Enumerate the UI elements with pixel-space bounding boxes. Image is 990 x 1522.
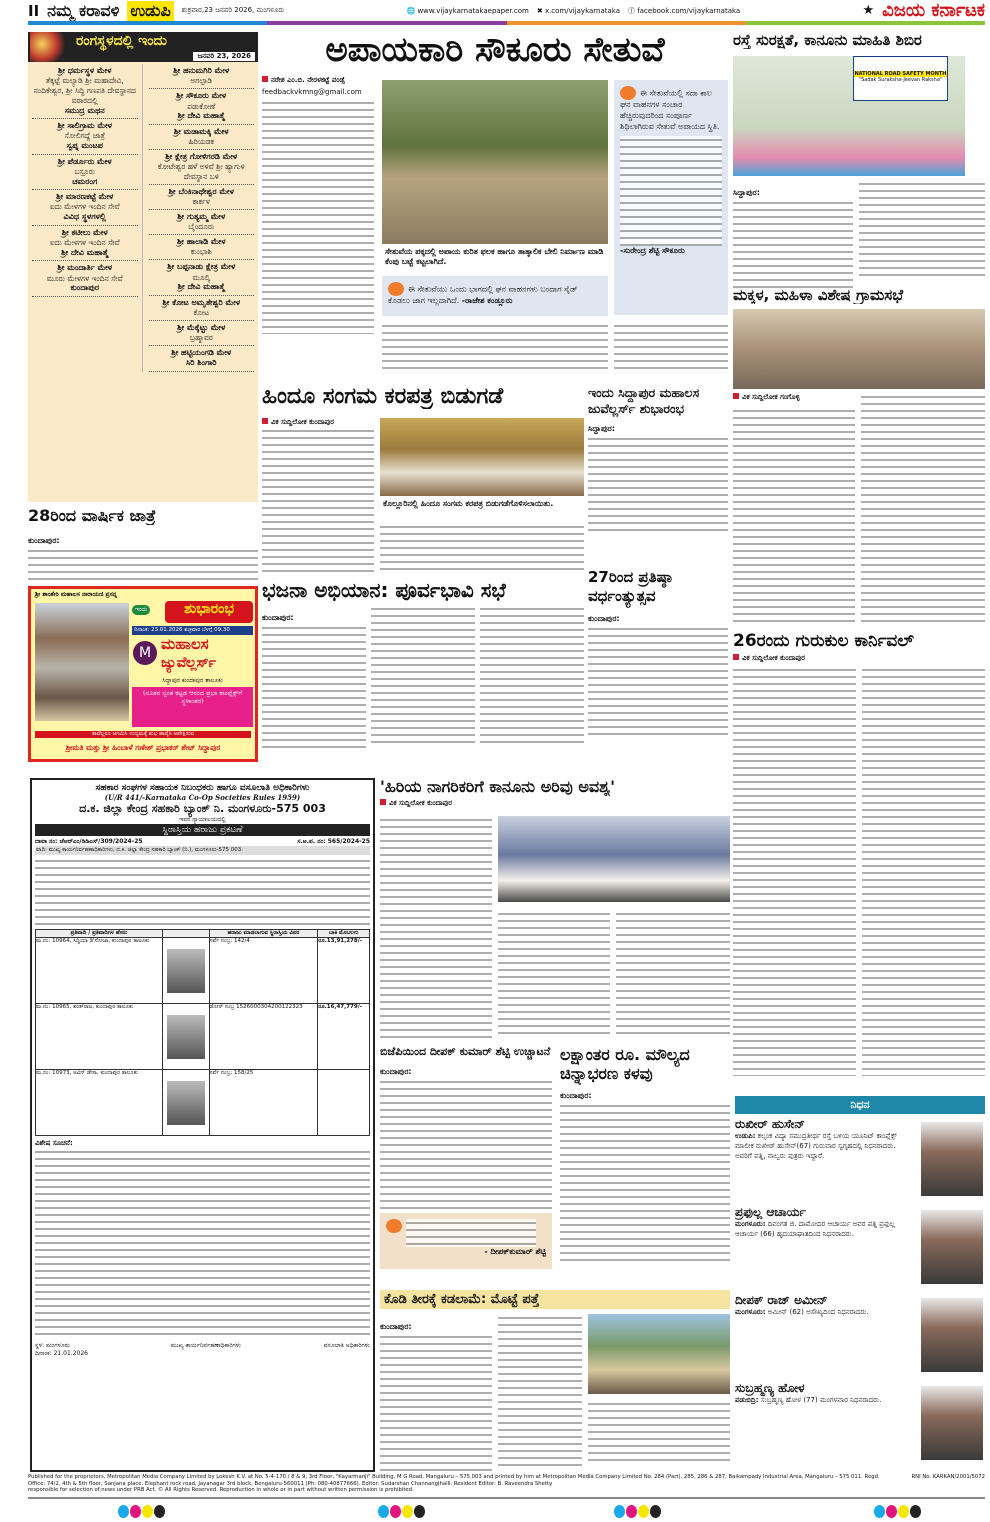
article-body bbox=[380, 523, 584, 573]
article-bjp: ಬಿಜೆಪಿಯಿಂದ ದೀಪಕ್ ಕುಮಾರ್ ಶೆಟ್ಟಿ ಉಚ್ಚಾಟನೆ ಕುಂದಾಪುರ: - ದೀಪಕ್‌ಕುಮಾರ್ ಶೆಟ್ಟಿ bbox=[380, 1045, 552, 1285]
deceased-name: ಸುಬ್ರಹ್ಮಣ್ಯ ಹೋಳ bbox=[735, 1381, 805, 1395]
article-body bbox=[588, 625, 728, 740]
ad-shop-name-2: ಜ್ಯುವೆಲ್ಲರ್ಸ್ bbox=[161, 654, 216, 671]
hindu-photo bbox=[380, 418, 584, 496]
article-body bbox=[498, 1314, 582, 1466]
rights: responsible for selection of news under PRB Act. © All Rights Reserved. Reproduction in whole or in part without written permission is prohibited. bbox=[28, 1487, 414, 1494]
mela-entry: ಶ್ರೀ ಗುತ್ಯಮ್ಮ ಮೇಳ ಬೈಂದೂರು bbox=[149, 210, 255, 235]
footer bbox=[28, 1474, 985, 1499]
article-gramasabhe: ಮಕ್ಕಳ, ಮಹಿಳಾ ವಿಶೇಷ ಗ್ರಾಮಸಭೆ ವಿಕ ಸುದ್ದಿಲೋಕ ಗಂಗೊಳ್ಳಿ bbox=[733, 287, 985, 627]
mela-entry: ಶ್ರೀ ಹಾಲಾಡಿ ಮೇಳ ಕುಂಭಾಶಿ bbox=[149, 235, 255, 260]
website-link[interactable]: 🌐 www.vijaykarnatakaepaper.com bbox=[406, 6, 529, 15]
headline: ರಸ್ತೆ ಸುರಕ್ಷತೆ, ಕಾನೂನು ಮಾಹಿತಿ ಶಿಬಿರ bbox=[733, 32, 922, 49]
article-body bbox=[262, 427, 374, 572]
table-header: ಹರಾಜು ಮಾಡಲಾಗುವ ಸ್ಥಿರಾಸ್ತಿಯ ವಿವರ bbox=[209, 930, 318, 938]
article-theft: ಲಕ್ಷಾಂತರ ರೂ. ಮೌಲ್ಯದ ಚಿನ್ನಾಭರಣ ಕಳವು ಕುಂದಾಪುರ: bbox=[560, 1045, 730, 1285]
article-body bbox=[588, 1400, 730, 1466]
registration-mark bbox=[378, 1503, 426, 1522]
brand-logo: ವಿಜಯ ಕರ್ನಾಟಕ bbox=[882, 0, 985, 21]
article-body bbox=[614, 322, 728, 374]
article-main bbox=[262, 32, 728, 377]
speech-icon bbox=[620, 86, 636, 100]
mela-entry: ಶ್ರೀ ಮಂದಾರ್ತಿ ಮೇಳ ಮೂರು ಮೇಳಗಳ ಇಂದಿನ ಸೇವೆ ಕುಂದಾಪುರ bbox=[32, 261, 138, 297]
ad-logo: M bbox=[133, 641, 157, 665]
article-body bbox=[862, 666, 985, 1076]
shop-photo bbox=[35, 603, 129, 721]
mela-entry: ಶ್ರೀ ಹನುಮಗಿರಿ ಮೇಳ ಅಗಲ್ಪಾಡಿ bbox=[149, 64, 255, 89]
notice-court: ಇವರ ನ್ಯಾಯಾಲಯದಲ್ಲಿ bbox=[179, 816, 226, 823]
mela-entry: ಶ್ರೀ ಕ್ಷೇತ್ರ ಗೋಳಿಗರಡಿ ಮೇಳ ಕೋಟೇಶ್ವರ ಹಳೆ ಅಳಿವೆ ಶ್ರೀ ಹ್ಯಾಗುಳಿ ದೇವಸ್ಥಾನ ಬಳಿ bbox=[149, 150, 255, 185]
article-body bbox=[588, 435, 728, 535]
headline: ಭಜನಾ ಅಭಿಯಾನ: ಪೂರ್ವಭಾವಿ ಸಭೆ bbox=[262, 579, 506, 601]
rangasthala-title: ರಂಗಸ್ಥಳದಲ್ಲಿ ಇಂದು bbox=[76, 33, 167, 49]
defendant-photo bbox=[167, 1015, 205, 1059]
rangasthala-header bbox=[28, 32, 258, 62]
photo-caption: ಕೊಲ್ಲೂರಿನಲ್ಲಿ ಹಿಂದೂ ಸಂಗಮ ಕರಪತ್ರ ಬಿಡುಗಡೆಗೊಳಿಸಲಾಯಿತು. bbox=[380, 497, 584, 511]
ad-note: (ನೂತನ ಸ್ವಂತ ಕಟ್ಟಡ ಆನಂದ ಪ್ರಭಾ ಕಾಂಪ್ಲೆಕ್ಸ್‌ಗೆ ಸ್ಥಳಾಂತರ) bbox=[132, 687, 253, 727]
article-body bbox=[262, 99, 374, 334]
headline: ಹಿಂದೂ ಸಂಗಮ ಕರಪತ್ರ ಬಿಡುಗಡೆ bbox=[262, 385, 504, 409]
photo-caption: ಸೇತುವೆಯ ಪಕ್ಕದಲ್ಲಿ ಅಪಾಯ ಕುರಿತ ಫಲಕ ಹಾಗೂ ತಾತ್ಕಾಲಿಕ ಬೇಲಿ ನಿರ್ಮಾಣ ಮಾಡಿ ಕೆಂಪು ಬಟ್ಟೆ ಕಟ್ಟಲಾಗಿದೆ. bbox=[382, 245, 608, 268]
mela-entry: ಶ್ರೀ ಧರ್ಮಸ್ಥಳ ಮೇಳ ತೆಕ್ಕಟ್ಟೆ ಮಲ್ಯಾಡಿ ಶ್ರೀ ಮಹಾದೇವಿ, ನಂದಿಕೇಶ್ವರ, ಶ್ರೀ ಸಿದ್ಧಿ ಗಣಪತಿ ದೇವಸ್ಥಾನದ ವಠಾರದಲ್ಲಿ ಸಮುದ್ರ ಮಥನ bbox=[32, 64, 138, 119]
headline: ಲಕ್ಷಾಂತರ ರೂ. ಮೌಲ್ಯದ ಚಿನ್ನಾಭರಣ ಕಳವು bbox=[560, 1045, 690, 1084]
ad-title: ಶುಭಾರಂಭ bbox=[165, 601, 253, 623]
notice-bank: ದ.ಕ. ಜಿಲ್ಲಾ ಕೇಂದ್ರ ಸಹಕಾರಿ ಬ್ಯಾಂಕ್ ನಿ. ಮಂಗಳೂರು-575 003 bbox=[79, 802, 326, 815]
star-icon: ★ bbox=[862, 3, 875, 18]
rangasthala-date: ಜನವರಿ 23, 2026 bbox=[193, 52, 255, 61]
article-body bbox=[616, 910, 730, 1038]
table-row: ಮ.ನಂ: 10964, ಸಿದ್ಧಿಯಾ ಡಿ'ಸೋಜಾ, ಕುಂದಾಪುರ ತಾಲೂಕು ಸರ್ವೆ ನಂಬ್ರ: 142/4 ರೂ.13,91,278/- bbox=[36, 938, 370, 1004]
ad-shop-name-1: ಮಹಾಲಸ bbox=[161, 634, 209, 653]
headline: 26ರಂದು ಗುರುಕುಲ ಕಾರ್ನಿವಲ್ bbox=[733, 632, 914, 651]
headline: 27ರಿಂದ ಪ್ರತಿಷ್ಠಾ ವರ್ಧಂತ್ಯುತ್ಸವ bbox=[588, 568, 673, 605]
obituary-item: ರುಖೀರ್ ಹುಸೇನ್ ಉಡುಪಿ: ಕಲ್ಸಂಕ ವಿದ್ಯಾ ಸಮುದ್ರತೀರ್ಥ ರಸ್ತೆ ಬಳಿಯ ಯೂನಿಟ್ ಕಾಂಪ್ಲೆಕ್ಸ್ ಮಾಲೀಕ ರುಖೀರ್ ಹುಸೇನ್(67) ಗುರುವಾರ ಸ್ವಗೃಹದಲ್ಲಿ ನಿಧನರಾದರು. ಅವರಿಗೆ ಪತ್ನಿ, ನಾಲ್ವರು ಪುತ್ರರು ಇದ್ದಾರೆ. bbox=[735, 1114, 985, 1202]
mela-entry: ಶ್ರೀ ಮಡಾಮಕ್ಕಿ ಮೇಳ ಹಿರಿಯಡಕ bbox=[149, 125, 255, 150]
mela-entry: ಶ್ರೀ ಬೆಂಕಿನಾಥೇಶ್ವರ ಮೇಳ ಕಾರ್ಕಳ bbox=[149, 185, 255, 210]
imprint: Published for the proprietors, Metropolitan Media Company Limited by Lokesh K.V. at No. 5-4-170 / 8 & 9, 3rd Floor, "Kayarmanji" Building, M G Road, Mangaluru – 575 003 and printed by him at Metropolitan Media Company Limited No. 284 (Part), 285, 286 & 287, Baikampady Industrial Area, Mangaluru – 575 011. Regd. Office: 74/2, 4th & 5th floor, Sanjana place, Elephant rock road, Jayanagar 3rd block, Bengaluru-560011 (Ph: 080-40877666). Editor: Sudarshan Channangihalli. Resident Editor: B. Raveendra Shetty bbox=[28, 1474, 880, 1487]
obituary-item: ಪ್ರಫುಲ್ಲ ಆಚಾರ್ಯ ಮಂಗಳೂರು: ದಿವಂಗತ ಜಿ. ದಾಮೋದರ ಆಚಾರ್ಯ ಅವರ ಪತ್ನಿ ಪ್ರಫುಲ್ಲ ಆಚಾರ್ಯ (66) ಹೃದಯಾಘಾತದಿಂದ ನಿಧನರಾದರು. bbox=[735, 1202, 985, 1290]
article-body bbox=[733, 407, 855, 627]
mela-entry: ಶ್ರೀ ಕೋಟ ಅಮೃತೇಶ್ವರಿ ಮೇಳ ಕೋಟ bbox=[149, 296, 255, 321]
page-number: II bbox=[28, 1, 40, 20]
left-column bbox=[28, 32, 258, 772]
headline: ಕೊಡಿ ತೀರಕ್ಕೆ ಕಡಲಾಮೆ: ಮೊಟ್ಟೆ ಪತ್ತೆ bbox=[380, 1290, 730, 1309]
x-link[interactable]: ✖ x.com/vijaykarnataka bbox=[536, 6, 621, 15]
mela-entry: ಶ್ರೀ ಬಪ್ಪನಾಡು ಕ್ಷೇತ್ರ ಮೇಳ ಮೂಲ್ಕಿ ಶ್ರೀ ದೇವಿ ಮಹಾತ್ಮೆ bbox=[149, 260, 255, 296]
mela-entry: ಶ್ರೀ ಕಟೀಲು ಮೇಳ ಐದು ಮೇಳಗಳ ಇಂದಿನ ಸೇವೆ ಶ್ರೀ ದೇವಿ ಮಹಾತ್ಮೆ bbox=[32, 226, 138, 262]
bridge-photo bbox=[382, 80, 608, 244]
deceased-name: ದೀಪಕ್ ರಾಜ್ ಅಮೀನ್ bbox=[735, 1293, 828, 1307]
mela-entry: ಶ್ರೀ ಸಾಲಿಗ್ರಾಮ ಮೇಳ ಸೋಲಿಗದ್ದೆ ಜಾತ್ರೆ ಸ್ವಪ್ನ ಮಂಟಪ bbox=[32, 119, 138, 155]
auction-notice: ಸಹಕಾರ ಸಂಘಗಳ ಸಹಾಯಕ ನಿಬಂಧಕರು ಹಾಗೂ ವಸೂಲಾತಿ ಅಧಿಕಾರಿಗಳು (U/R 441/-Karnataka Co-Op Societies Rules 1959) ದ.ಕ. ಜಿಲ್ಲಾ ಕೇಂದ್ರ ಸಹಕಾರಿ ಬ್ಯಾಂಕ್ ನಿ. ಮಂಗಳೂರು-575 003 ಇವರ ನ್ಯಾಯಾಲಯದಲ್ಲಿ ಸ್ಥಿರಾಸ್ತಿಯ ಹರಾಜು ಪ್ರಕಟಣೆ ದಾವಾ ನಂ: ಜೆಆರ್‌ಎಂ/ಡಿಡಿಎಸ್/309/2024-25 ಸ.ಅ.ಪ. ನಂ: 565/2024-25 ವಾದಿ: ಮುಖ್ಯ ಕಾರ್ಯನಿರ್ವಹಣಾಧಿಕಾರಿಗಳು, ದ.ಕ. ಜಿಲ್ಲಾ ಕೇಂದ್ರ ಸಹಕಾರಿ ಬ್ಯಾಂಕ್ (ನಿ.), ಮಂಗಳೂರು-575 003. ಪ್ರತಿವಾದಿ / ಪ್ರತಿವಾದಿಗಳ ಹೆಸರು ಹರಾಜು ಮಾಡಲಾಗುವ ಸ್ಥಿರಾಸ್ತಿಯ ವಿವರ ಬಾಕಿ ಮೊಬಲಗು ಮ.ನಂ: 10964, ಸಿದ್ಧಿಯಾ ಡಿ'ಸೋಜಾ, ಕುಂದಾಪುರ ತಾಲೂಕು ಸರ್ವೆ ನಂಬ್ರ: 142/4 ರೂ.13,91,278/- ಮ.ನಂ: 10965, ಶರತ್‌ರಾಜ, ಕುಂದಾಪುರ ತಾಲೂಕು ಡೋರ್ ನಂಬ್ರ 1526000304200122323 ರೂ.16,47,779/- ಮ.ನಂ: 10973, ಅವಿನ್ ಡೇಸಾ, ಕುಂದಾಪುರ ತಾಲೂಕು ಸರ್ವೆ ನಂಬ್ರ: 158/25 ವಿಶೇಷ ಸೂಚನೆ: ಸ್ಥಳ: ಮಂಗಳೂರು ದಿನಾಂಕ: 21.01.2026 ಮುಖ್ಯ ಕಾರ್ಯನಿರ್ವಹಣಾಧಿಕಾರಿಗಳು ವಸೂಲಾತಿ ಅಧಿಕಾರಿಗಳು bbox=[30, 778, 375, 1472]
ad-today-badge: ಇಂದು bbox=[132, 605, 150, 615]
rangasthala-box bbox=[28, 32, 258, 502]
registration-marks bbox=[0, 1503, 990, 1517]
speech-icon bbox=[386, 1219, 402, 1233]
mela-list-right bbox=[149, 64, 255, 372]
safety-banner: NATIONAL ROAD SAFETY MONTH "Sadak Suraksha-Jeevan Raksha" bbox=[853, 56, 948, 101]
article-bhajana: ಭಜನಾ ಅಭಿಯಾನ: ಪೂರ್ವಭಾವಿ ಸಭೆ ಕುಂದಾಪುರ: bbox=[262, 579, 584, 749]
article-carnival: 26ರಂದು ಗುರುಕುಲ ಕಾರ್ನಿವಲ್ ವಿಕ ಸುದ್ದಿಲೋಕ ಕುಂದಾಪುರ bbox=[733, 632, 985, 1087]
quote-box: - ದೀಪಕ್‌ಕುಮಾರ್ ಶೆಟ್ಟಿ bbox=[380, 1213, 552, 1269]
notice-conditions bbox=[35, 1148, 370, 1338]
mela-list-left bbox=[32, 64, 143, 372]
section-highlight: ಉಡುಪಿ bbox=[127, 1, 173, 21]
article-body: ಕುಂದಾಪುರ: bbox=[28, 528, 258, 581]
conditions-title: ವಿಶೇಷ ಸೂಚನೆ: bbox=[35, 1139, 73, 1147]
defendant-photo bbox=[167, 1081, 205, 1125]
ad-location: ಸಿದ್ದಾಪುರ ಕುಂದಾಪುರ ತಾಲೂಕು bbox=[162, 676, 223, 684]
registration-mark bbox=[118, 1503, 166, 1522]
article-body bbox=[560, 1102, 730, 1262]
obituary-item: ದೀಪಕ್ ರಾಜ್ ಅಮೀನ್ ಮಂಗಳೂರು: ಅಮೀನ್ (62) ಅಸೌಖ್ಯದಿಂದ ನಿಧನರಾದರು. bbox=[735, 1290, 985, 1378]
headline: ಇಂದು ಸಿದ್ದಾಪುರ ಮಹಾಲಸ ಜುವೆಲ್ಲರ್ಸ್ ಶುಭಾರಂಭ bbox=[588, 385, 700, 416]
article-body bbox=[498, 910, 610, 1038]
mela-entry: ಶ್ರೀ ಹಟ್ಟಿಯಂಗಡಿ ಮೇಳ ಸಿರಿ ಶಿಂಗಾರಿ bbox=[149, 346, 255, 372]
article-body bbox=[380, 1333, 492, 1473]
facebook-link[interactable]: ⓕ facebook.com/vijaykarnataka bbox=[628, 6, 741, 15]
article-body bbox=[380, 1078, 552, 1213]
notice-body bbox=[35, 857, 370, 927]
gramasabhe-photo bbox=[733, 309, 985, 389]
mela-entry: ಶ್ರೀ ಸೌಕೂರು ಮೇಳ ಪಡುಕೋಣೆ ಶ್ರೀ ದೇವಿ ಮಹಾತ್ಮೆ bbox=[149, 89, 255, 125]
article-vardhanti: 27ರಿಂದ ಪ್ರತಿಷ್ಠಾ ವರ್ಧಂತ್ಯುತ್ಸವ ಕುಂದಾಪುರ: bbox=[588, 568, 728, 751]
jewellers-ad[interactable] bbox=[28, 586, 258, 762]
obituary-section bbox=[735, 1096, 985, 1474]
article-body bbox=[382, 322, 608, 374]
obituary-title: ನಿಧನ bbox=[735, 1096, 985, 1114]
article-body bbox=[380, 816, 492, 1038]
article-body bbox=[371, 605, 475, 745]
deceased-photo bbox=[921, 1386, 983, 1460]
registration-mark bbox=[614, 1503, 662, 1522]
speech-icon bbox=[388, 282, 404, 296]
deceased-name: ಪ್ರಫುಲ್ಲ ಆಚಾರ್ಯ bbox=[735, 1205, 806, 1219]
defendant-photo bbox=[167, 949, 205, 993]
registration-mark bbox=[874, 1503, 922, 1522]
notice-authority: ಸಹಕಾರ ಸಂಘಗಳ ಸಹಾಯಕ ನಿಬಂಧಕರು ಹಾಗೂ ವಸೂಲಾತಿ ಅಧಿಕಾರಿಗಳು bbox=[95, 783, 310, 793]
article-body bbox=[859, 180, 985, 280]
deceased-name: ರುಖೀರ್ ಹುಸೇನ್ bbox=[735, 1117, 805, 1131]
ad-hosts: ಶ್ರೀಮತಿ ಮತ್ತು ಶ್ರೀ ಹಿಂಬಾಳೆ ಗಣೇಶ್ ಪ್ರಭಾಕರ್ ಶೇಟ್ ಸಿದ್ದಾಪುರ bbox=[65, 742, 221, 752]
obituary-item: ಸುಬ್ರಹ್ಮಣ್ಯ ಹೋಳ ಪಡುಬಿದ್ರಿ: ಸುಬ್ರಹ್ಮಣ್ಯ ಹೋಳ (77) ಮಂಗಳವಾರ ನಿಧನರಾದರು. bbox=[735, 1378, 985, 1466]
ad-blessing: ಶ್ರೀ ಶಾಂತೇರಿ ಮಹಾಲಸ ನಾರಾಯಣಿ ಪ್ರಸನ್ನ bbox=[35, 590, 117, 598]
article-body bbox=[733, 199, 853, 289]
ad-date: ದಿನಾಂಕ: 23.01.2026 ಶುಕ್ರವಾರ ಬೆಳಗ್ಗೆ 09.30 bbox=[132, 626, 253, 635]
quote-box-1: ಈ ಸೇತುವೆಯಲ್ಲಿ ಸದಾ ಕಾಲ ಘನ ವಾಹನಗಳ ಸಂಚಾರ ಹೆಚ್ಚಿರುವುದರಿಂದ ಸಂಪೂರ್ಣ ಶಿಥಿಲಾಗಿರುವ ಸೇತುವೆ ಅಪಾಯದ ಸ್ಥಿತಿ. -ಸುರೇಂದ್ರ ಶೆಟ್ಟಿ ಸೌಕೂರು bbox=[614, 80, 728, 315]
article-hindu-sangama: ಹಿಂದೂ ಸಂಗಮ ಕರಪತ್ರ ಬಿಡುಗಡೆ ವಿಕ ಸುದ್ದಿಲೋಕ ಕುಂದಾಪುರ ಕೊಲ್ಲೂರಿನಲ್ಲಿ ಹಿಂದೂ ಸಂಗಮ ಕರಪತ್ರ ಬಿಡುಗಡೆಗೊಳಿಸಲಾಯಿತು. bbox=[262, 385, 584, 575]
headline: ಮಕ್ಕಳ, ಮಹಿಳಾ ವಿಶೇಷ ಗ್ರಾಮಸಭೆ bbox=[733, 287, 904, 304]
article-jatre bbox=[28, 507, 258, 581]
notice-plaintiff: ವಾದಿ: ಮುಖ್ಯ ಕಾರ್ಯನಿರ್ವಹಣಾಧಿಕಾರಿಗಳು, ದ.ಕ. ಜಿಲ್ಲಾ ಕೇಂದ್ರ ಸಹಕಾರಿ ಬ್ಯಾಂಕ್ (ನಿ.), ಮಂಗಳೂರು-575 003. bbox=[35, 846, 370, 855]
table-header: ಬಾಕಿ ಮೊಬಲಗು bbox=[318, 930, 370, 938]
deceased-photo bbox=[921, 1122, 983, 1196]
table-row: ಮ.ನಂ: 10965, ಶರತ್‌ರಾಜ, ಕುಂದಾಪುರ ತಾಲೂಕು ಡೋರ್ ನಂಬ್ರ 1526000304200122323 ರೂ.16,47,779/- bbox=[36, 1004, 370, 1070]
email-link[interactable]: feedbackvkmng@gmail.com bbox=[262, 88, 362, 96]
article-body bbox=[861, 393, 985, 627]
road-safety-photo bbox=[733, 56, 965, 176]
article-body bbox=[262, 624, 366, 752]
table-header bbox=[162, 930, 209, 938]
mela-entry: ಶ್ರೀ ಮೆಕ್ಕೆಟ್ಟು ಮೇಳ ಬ್ರಹ್ಮಾವರ bbox=[149, 321, 255, 346]
notice-rule: (U/R 441/-Karnataka Co-Op Societies Rules 1959) bbox=[104, 793, 301, 802]
byline: ನರೇಶ ಎಂ.ಬಿ. ನೇರಳಕಟ್ಟೆ ವಂಡ್ಸೆ bbox=[271, 76, 345, 84]
mela-entry: ಶ್ರೀ ಪೆರ್ಡೂರು ಮೇಳ ಬಸ್ರೂರು ಚಮರಂಗ bbox=[32, 155, 138, 191]
table-header: ಪ್ರತಿವಾದಿ / ಪ್ರತಿವಾದಿಗಳ ಹೆಸರು bbox=[36, 930, 163, 938]
mela-entry: ಶ್ರೀ ಮಾರಣಕಟ್ಟೆ ಮೇಳ ಐದು ಮೇಳಗಳ ಇಂದಿನ ಸೇವೆ ವಿವಿಧ ಸ್ಥಳಗಳಲ್ಲಿ bbox=[32, 190, 138, 226]
section-title: ನಮ್ಮ ಕರಾವಳಿ bbox=[47, 0, 120, 20]
masthead bbox=[28, 0, 985, 26]
headline: 28ರಿಂದ ವಾರ್ಷಿಕ ಜಾತ್ರೆ bbox=[28, 507, 156, 525]
quote-box-2: ಈ ಸೇತುವೆಯು ಒಂದು ಭಾಗದಲ್ಲಿ ಘನ ವಾಹನಗಳು ಬಂದಾಗ ಸೈಡ್ ಕೊಡಲು ಜಾಗ ಇಲ್ಲದಾಗಿದೆ. -ರಾಜೇಶ ಕಂಡ್ಲೂರು bbox=[382, 276, 608, 316]
deceased-photo bbox=[921, 1210, 983, 1284]
article-turtle: ಕೊಡಿ ತೀರಕ್ಕೆ ಕಡಲಾಮೆ: ಮೊಟ್ಟೆ ಪತ್ತೆ ಕುಂದಾಪುರ: bbox=[380, 1290, 730, 1470]
yakshagana-image bbox=[30, 32, 70, 62]
rni: RNI No. KARKAN/2001/5072 bbox=[911, 1474, 985, 1480]
hiriya-photo bbox=[498, 816, 730, 902]
headline: 'ಹಿರಿಯ ನಾಗರಿಕರಿಗೆ ಕಾನೂನು ಅರಿವು ಅವಶ್ಯ' bbox=[380, 778, 616, 796]
article-body bbox=[733, 666, 856, 1076]
headline: ಬಿಜೆಪಿಯಿಂದ ದೀಪಕ್ ಕುಮಾರ್ ಶೆಟ್ಟಿ ಉಚ್ಚಾಟನೆ bbox=[380, 1045, 551, 1058]
deceased-photo bbox=[921, 1298, 983, 1372]
table-row: ಮ.ನಂ: 10973, ಅವಿನ್ ಡೇಸಾ, ಕುಂದಾಪುರ ತಾಲೂಕು ಸರ್ವೆ ನಂಬ್ರ: 158/25 bbox=[36, 1070, 370, 1136]
article-siddapura: ಇಂದು ಸಿದ್ದಾಪುರ ಮಹಾಲಸ ಜುವೆಲ್ಲರ್ಸ್ ಶುಭಾರಂಭ ಸಿದ್ದಾಪುರ: bbox=[588, 385, 728, 563]
notice-table bbox=[35, 929, 370, 1136]
headline: ಅಪಾಯಕಾರಿ ಸೌಕೂರು ಸೇತುವೆ bbox=[325, 32, 665, 70]
turtle-photo bbox=[588, 1314, 730, 1394]
issue-date: ಶುಕ್ರವಾರ,23 ಜನವರಿ 2026, ಮಂಗಳೂರು bbox=[181, 6, 285, 14]
article-road-safety: ರಸ್ತೆ ಸುರಕ್ಷತೆ, ಕಾನೂನು ಮಾಹಿತಿ ಶಿಬಿರ NATIONAL ROAD SAFETY MONTH "Sadak Suraksha-Jeevan Raksha" ಸಿದ್ದಾಪುರ: bbox=[733, 32, 985, 282]
notice-title: ಸ್ಥಿರಾಸ್ತಿಯ ಹರಾಜು ಪ್ರಕಟಣೆ bbox=[35, 824, 370, 836]
ad-invite: ತಾವೆಲ್ಲರೂ ಆಗಮಿಸಿ ಉದ್ಯಮಕ್ಕೆ ಶುಭ ಹಾರೈಸಿ ಅಪೇಕ್ಷಿಸುವ bbox=[35, 731, 251, 738]
article-hiriya: 'ಹಿರಿಯ ನಾಗರಿಕರಿಗೆ ಕಾನೂನು ಅರಿವು ಅವಶ್ಯ' ವಿಕ ಸುದ್ದಿಲೋಕ ಕುಂದಾಪುರ bbox=[380, 778, 730, 1040]
color-rule bbox=[28, 21, 985, 25]
article-body bbox=[480, 605, 584, 745]
